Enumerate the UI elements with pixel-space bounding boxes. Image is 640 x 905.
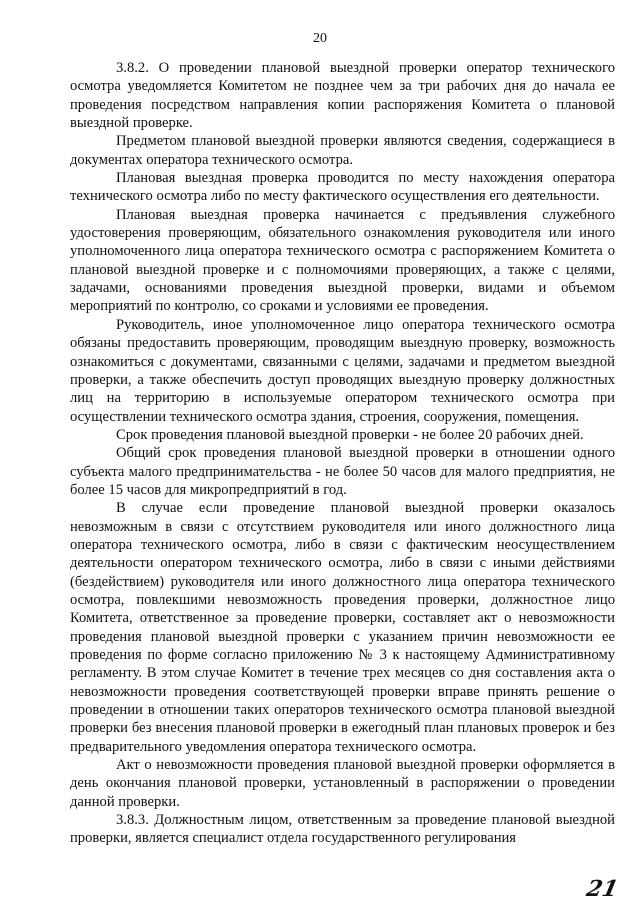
paragraph-impossibility-act: Акт о невозможности проведения плановой выездной проверки оформляется в день окончания плановой проверки, установленный в распоряжении о проведении данной проверки. [70,757,615,810]
page-number: 20 [313,31,327,46]
paragraph-inspection-location: Плановая выездная проверка проводится по месту нахождения оператора технического осмотра либо по месту фактического осуществления его деятельности. [70,170,615,205]
paragraph-impossibility-case: В случае если проведение плановой выездной проверки оказалось невозможным в связи с отсутствием руководителя или иного должностного лица оператора технического осмотра, либо в связи с фактическим неосуществлением деятельности оператором технического осмотра, либо в связи с иными действиями (бездействием) руководителя или иного должностного лица оператора технического осмотра, повлекшими невозможность проведения проверки, должностное лицо Комитета, ответственное за проведение проверки, составляет акт о невозможности проведения плановой выездной проверки с указанием причин невозможности ее проведения по форме согласно приложению № 3 к настоящему Административному регламенту. В этом случае Комитет в течение трех месяцев со дня составления акта о невозможности проведения соответствующей проверки вправе принять решение о проведении в отношении таких операторов технического осмотра плановой выездной проверки без внесения плановой проверки в ежегодный план плановых проверок и без предварительного уведомления оператора технического осмотра. [70,500,615,755]
paragraph-inspection-duration: Срок проведения плановой выездной проверки - не более 20 рабочих дней. [116,426,584,443]
paragraph-inspection-start: Плановая выездная проверка начинается с предъявления служебного удостоверения проверяющим, обязательного ознакомления руководителя или иного уполномоченного лица оператора технического осмотра с распоряжением Комитета о плановой выездной проверке и с полномочиями проверяющих, а также с целями, задачами, основаниями проведения выездной проверки, видами и объемом мероприятий по контролю, со сроками и условиями ее проведения. [70,206,615,315]
handwritten-page-mark: 21 [584,876,621,902]
paragraph-3-8-2: 3.8.2. О проведении плановой выездной проверки оператор технического осмотра уведомляется Комитетом не позднее чем за три рабочих дня до начала ее проведения посредством направления копии распоряжения Комитета о плановой выездной проверке. [70,60,615,132]
document-body [70,59,615,848]
paragraph-inspection-subject: Предметом плановой выездной проверки являются сведения, содержащиеся в документах оператора технического осмотра. [70,133,615,168]
paragraph-3-8-3: 3.8.3. Должностным лицом, ответственным за проведение плановой выездной проверки, является специалист отдела государственного регулирования [70,812,615,847]
paragraph-operator-obligations: Руководитель, иное уполномоченное лицо оператора технического осмотра обязаны предоставить проверяющим, проводящим выездную проверку, возможность ознакомиться с документами, связанными с целями, задачами и предметом выездной проверки, а также обеспечить доступ проводящих выездную проверку должностных лиц на территорию в используемые оператором технического осмотра при осуществлении технического осмотра здания, строения, сооружения, помещения. [70,316,615,425]
paragraph-small-business-limit: Общий срок проведения плановой выездной проверки в отношении одного субъекта малого предпринимательства - не более 50 часов для малого предприятия, не более 15 часов для микропредприятий в год. [70,445,615,498]
